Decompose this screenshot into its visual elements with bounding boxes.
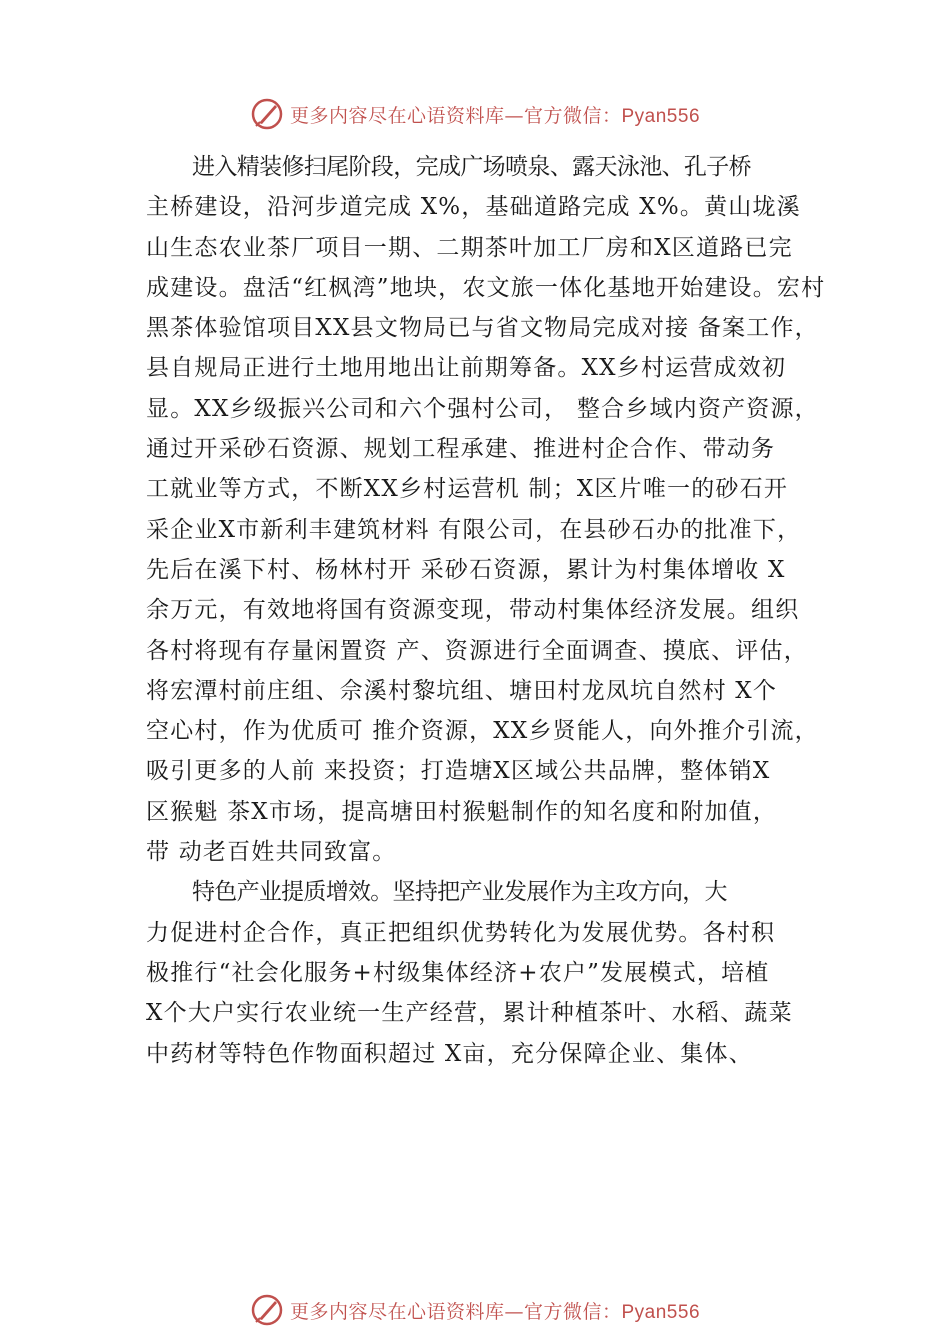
text-line: X个大户实行农业统一生产经营，累计种植茶叶、水稻、蔬菜 <box>146 1000 793 1027</box>
paragraph <box>146 147 846 872</box>
text-line: 各村将现有存量闲置资 产、资源进行全面调查、摸底、评估， <box>146 637 808 664</box>
watermark-text: 更多内容尽在心语资料库—官方微信：Pyan556 <box>289 104 701 127</box>
text-line: 吸引更多的人前 来投资；打造塘X区域公共品牌，整体销X <box>146 758 771 785</box>
document-body <box>146 147 846 1074</box>
header-watermark <box>0 94 950 134</box>
text-line: 先后在溪下村、杨林村开 采砂石资源，累计为村集体增收 X <box>146 556 786 583</box>
text-line: 带 动老百姓共同致富。 <box>146 839 397 866</box>
text-line: 工就业等方式，不断XX乡村运营机 制；X区片唯一的砂石开 <box>146 476 789 503</box>
text-line: 县自规局正进行土地用地出让前期筹备。XX乡村运营成效初 <box>146 355 787 382</box>
quill-seal-icon <box>250 97 284 131</box>
text-line: 极推行“社会化服务+村级集体经济+农户”发展模式，培植 <box>146 959 770 986</box>
paragraph <box>146 872 846 1073</box>
footer-watermark <box>0 1290 950 1330</box>
quill-seal-icon <box>250 1293 284 1327</box>
text-line: 中药材等特色作物面积超过 X亩，充分保障企业、集体、 <box>146 1040 753 1067</box>
text-line: 特色产业提质增效。坚持把产业发展作为主攻方向，大 <box>192 879 727 906</box>
text-line: 余万元，有效地将国有资源变现，带动村集体经济发展。组织 <box>146 597 800 624</box>
text-line: 黑茶体验馆项目XX县文物局已与省文物局完成对接 备案工作， <box>146 315 819 342</box>
text-line: 采企业X市新利丰建筑材料 有限公司，在县砂石办的批准下， <box>146 516 802 543</box>
text-line: 力促进村企合作，真正把组织优势转化为发展优势。各村积 <box>146 919 776 946</box>
text-line: 主桥建设，沿河步道完成 X%，基础道路完成 X%。黄山垅溪 <box>146 194 801 221</box>
text-line: 区猴魁 茶X市场，提高塘田村猴魁制作的知名度和附加值， <box>146 798 778 825</box>
text-line: 通过开采砂石资源、规划工程承建、推进村企合作、带动务 <box>146 436 776 463</box>
text-line: 显。XX乡级振兴公司和六个强村公司， 整合乡域内资产资源， <box>146 395 819 422</box>
text-line: 将宏潭村前庄组、佘溪村黎坑组、塘田村龙凤坑自然村 X个 <box>146 677 778 704</box>
text-line: 空心村，作为优质可 推介资源，XX乡贤能人，向外推介引流， <box>146 718 819 745</box>
text-line: 进入精装修扫尾阶段，完成广场喷泉、露天泳池、孔子桥 <box>192 154 751 180</box>
text-line: 成建设。盘活“红枫湾”地块，农文旅一体化基地开始建设。宏村 <box>146 274 826 301</box>
watermark-text: 更多内容尽在心语资料库—官方微信：Pyan556 <box>289 1300 701 1323</box>
text-line: 山生态农业茶厂项目一期、二期茶叶加工厂房和X区道路已完 <box>146 234 793 261</box>
